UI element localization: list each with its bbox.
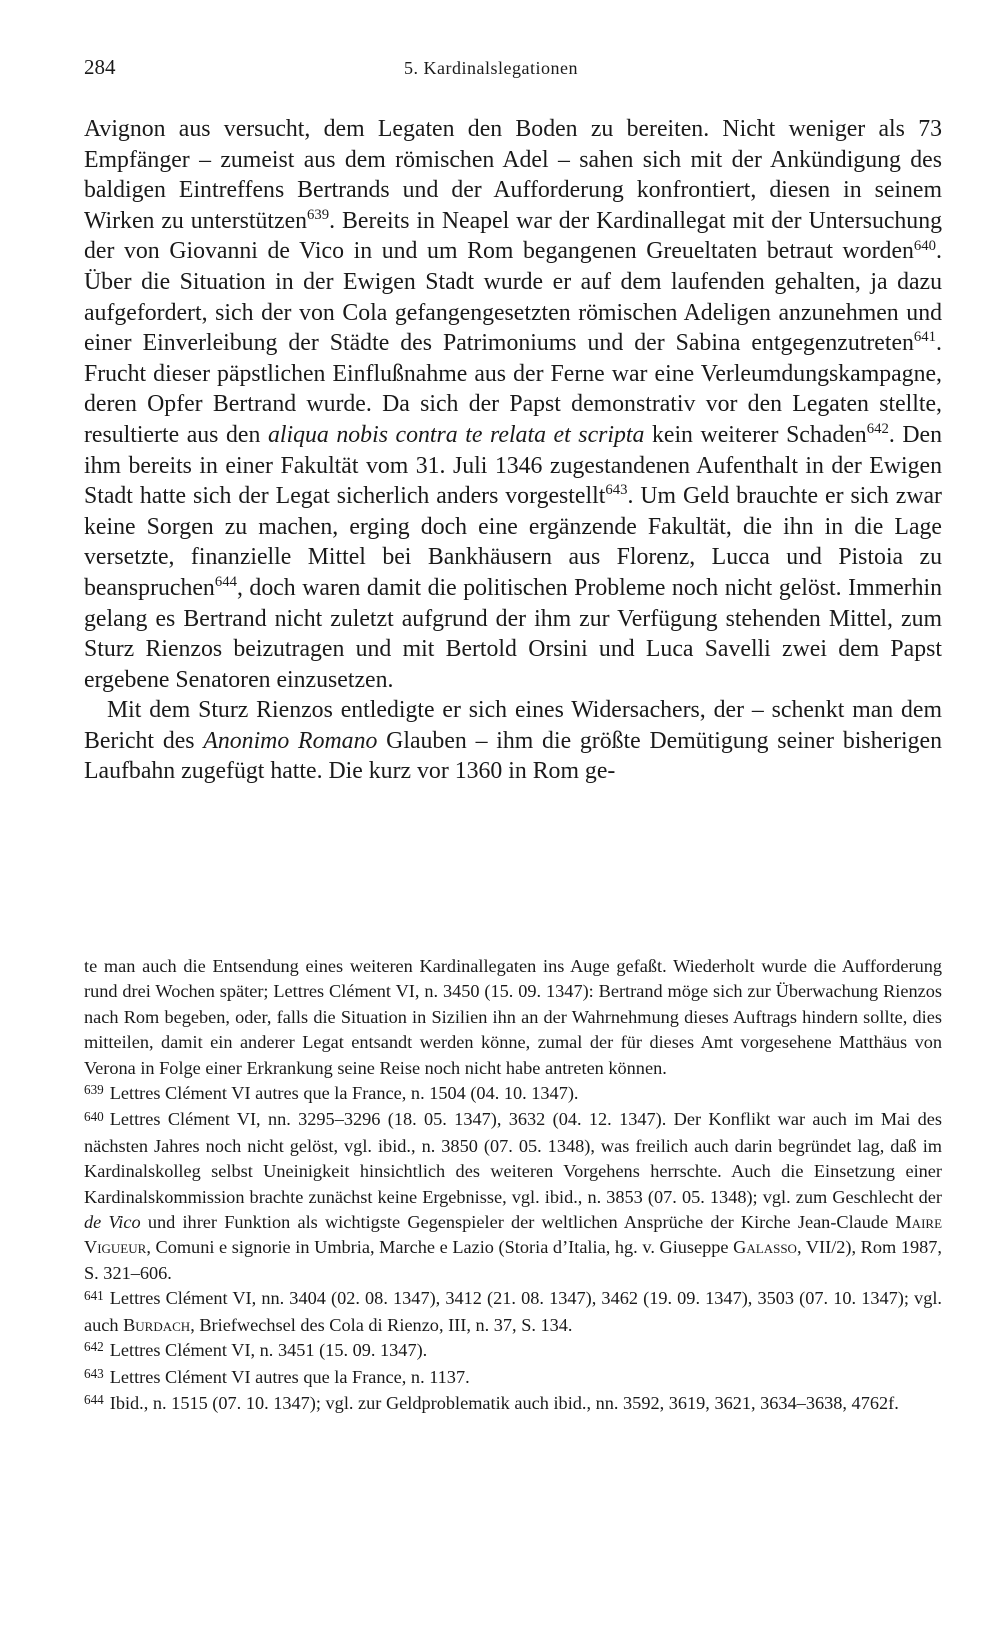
work-title: Anonimo Romano — [203, 727, 378, 754]
footnote-label: 644 — [84, 1392, 104, 1408]
footnote-italic: de Vico — [84, 1212, 141, 1233]
footnote-text: Lettres Clément VI, nn. 3404 (02. 08. 1347), 3412 (21. 08. 1347), 3462 (19. 09. 1347), 3503 (07. 10. 1347); vgl. auch — [84, 1288, 942, 1335]
text-segment: , doch waren damit die politischen Probleme noch nicht gelöst. Immerhin gelang es Bertrand nicht zuletzt aufgrund der ihm zur Verfügung stehenden Mittel, zum Sturz Rienzos beizutragen und mit Bertold Orsini und Luca Savelli zwei dem Papst ergebene Senatoren einzusetzen. — [84, 574, 942, 693]
author-name: Maire Vigueur — [84, 1212, 943, 1258]
footnote-text: , Comuni e signorie in Umbria, Marche e Lazio (Storia d’Italia, hg. v. Giuseppe — [146, 1237, 734, 1258]
footnote-639 — [84, 1081, 942, 1107]
footnote-label: 640 — [84, 1108, 104, 1124]
footnote-641 — [84, 1286, 942, 1338]
text-segment: . Frucht dieser päpstlichen Einflußnahme aus der Ferne war eine Verleumdungskampagne, deren Opfer Bertrand wurde. Da sich der Papst demonstrativ vor den Legaten stellte, resultierte aus den — [84, 330, 942, 448]
page-header — [84, 55, 934, 85]
footnote-ref-640[interactable]: 640 — [913, 237, 937, 254]
footnote-continuation: te man auch die Entsendung eines weiteren Kardinallegaten ins Auge gefaßt. Wiederholt wurde die Aufforderung rund drei Wochen später; Lettres Clément VI, n. 3450 (15. 09. 1347): Bertrand möge sich zur Überwachung Rienzos nach Rom begeben, oder, falls die Situation in Sizilien ihn an der Wahrnehmung dieses Auftrags hindern sollte, dies mitteilen, damit ein anderer Legat entsandt werden könne, zumal der für dieses Amt vorgesehene Matthäus von Verona in Folge einer Erkrankung seine Reise noch nicht habe antreten können. — [84, 956, 942, 1078]
footnote-text: Lettres Clément VI autres que la France, n. 1504 (04. 10. 1347). — [109, 1083, 579, 1104]
footnote-text: und ihrer Funktion als wichtigste Gegenspieler der weltlichen Ansprüche der Kirche Jean-Claude — [140, 1212, 896, 1233]
footnote-642 — [84, 1338, 942, 1364]
footnote-text: , Briefwechsel des Cola di Rienzo, III, n. 37, S. 134. — [190, 1314, 573, 1335]
footnote-label: 642 — [84, 1339, 104, 1355]
text-segment: Avignon aus versucht, dem Legaten den Boden zu bereiten. Nicht weniger als 73 Empfänger – zumeist aus dem römischen Adel – sahen sich mit der Ankündigung des baldigen Eintreffens Bertrands und der Aufforderung konfrontiert, diesen in seinem Wirken zu unterstützen — [84, 116, 942, 234]
paragraph-2 — [84, 695, 942, 787]
paragraph-1 — [84, 114, 942, 695]
footnote-label: 639 — [84, 1082, 104, 1098]
text-segment: . Bereits in Neapel war der Kardinallegat mit der Untersuchung der von Giovanni de Vico in und um Rom begangenen Greueltaten betraut worden — [84, 207, 943, 265]
footnote-text: Lettres Clément VI, n. 3451 (15. 09. 1347). — [109, 1340, 428, 1361]
footnote-ref-641[interactable]: 641 — [913, 329, 937, 346]
footnote-ref-644[interactable]: 644 — [214, 574, 237, 591]
footnotes — [84, 954, 942, 1417]
footnote-644 — [84, 1391, 942, 1417]
text-segment: . Über die Situation in der Ewigen Stadt wurde er auf dem laufenden gehalten, ja dazu aufgefordert, sich der von Cola gefangengesetzten römischen Adeligen anzunehmen und einer Einverleibung der Städte des Patrimoniums und der Sabina entgegenzutreten — [84, 238, 942, 357]
running-title: 5. Kardinalslegationen — [404, 58, 578, 78]
footnote-640 — [84, 1107, 942, 1286]
text-segment: Mit dem Sturz Rienzos entledigte er sich eines Widersachers, der – schenkt man dem Bericht des — [84, 697, 942, 754]
footnote-ref-643[interactable]: 643 — [605, 482, 628, 499]
page-number: 284 — [84, 55, 116, 79]
main-text — [84, 114, 942, 787]
footnote-text: Ibid., n. 1515 (07. 10. 1347); vgl. zur Geldproblematik auch ibid., nn. 3592, 3619, 3621, 3634–3638, 4762f. — [109, 1392, 899, 1413]
footnote-label: 641 — [84, 1287, 104, 1303]
footnote-ref-639[interactable]: 639 — [307, 206, 330, 223]
text-segment: . Um Geld brauchte er sich zwar keine Sorgen zu machen, erging doch eine ergänzende Fakultät, die ihn in die Lage versetzte, finanzielle Mittel bei Bankhäusern aus Florenz, Lucca und Pistoia zu beanspruchen — [84, 483, 942, 601]
footnote-label: 643 — [84, 1365, 104, 1381]
footnote-ref-642[interactable]: 642 — [866, 421, 889, 438]
text-segment: kein weiterer Schaden — [644, 421, 867, 448]
footnote-text: , VII/2), Rom 1987, S. 321–606. — [84, 1237, 942, 1283]
footnote-text: Lettres Clément VI, nn. 3295–3296 (18. 05. 1347), 3632 (04. 12. 1347). Der Konflikt war auch im Mai des nächsten Jahres noch nicht gelöst, vgl. ibid., n. 3850 (07. 05. 1348), was freilich auch darin begründet lag, daß im Kardinalskolleg selbst Uneinigkeit hinsichtlich des weiteren Vorgehens herrschte. Auch die Einsetzung einer Kardinalskommission brachte zunächst keine Ergebnisse, vgl. ibid., n. 3853 (07. 05. 1348); vgl. zum Geschlecht der — [84, 1109, 942, 1207]
footnote-text: Lettres Clément VI autres que la France, n. 1137. — [109, 1366, 470, 1387]
author-name: Burdach — [123, 1314, 191, 1335]
text-segment: . Den ihm bereits in einer Fakultät vom 31. Juli 1346 zugestandenen Aufenthalt in der Ewigen Stadt hatte sich der Legat sicherlich anders vorgestellt — [84, 421, 942, 510]
text-segment: Glauben – ihm die größte Demütigung seiner bisherigen Laufbahn zugefügt hatte. Die kurz vor 1360 in Rom ge- — [84, 727, 942, 785]
latin-quote: aliqua nobis contra te relata et scripta — [267, 421, 645, 448]
footnote-643 — [84, 1365, 942, 1391]
author-name: Galasso — [733, 1237, 797, 1258]
